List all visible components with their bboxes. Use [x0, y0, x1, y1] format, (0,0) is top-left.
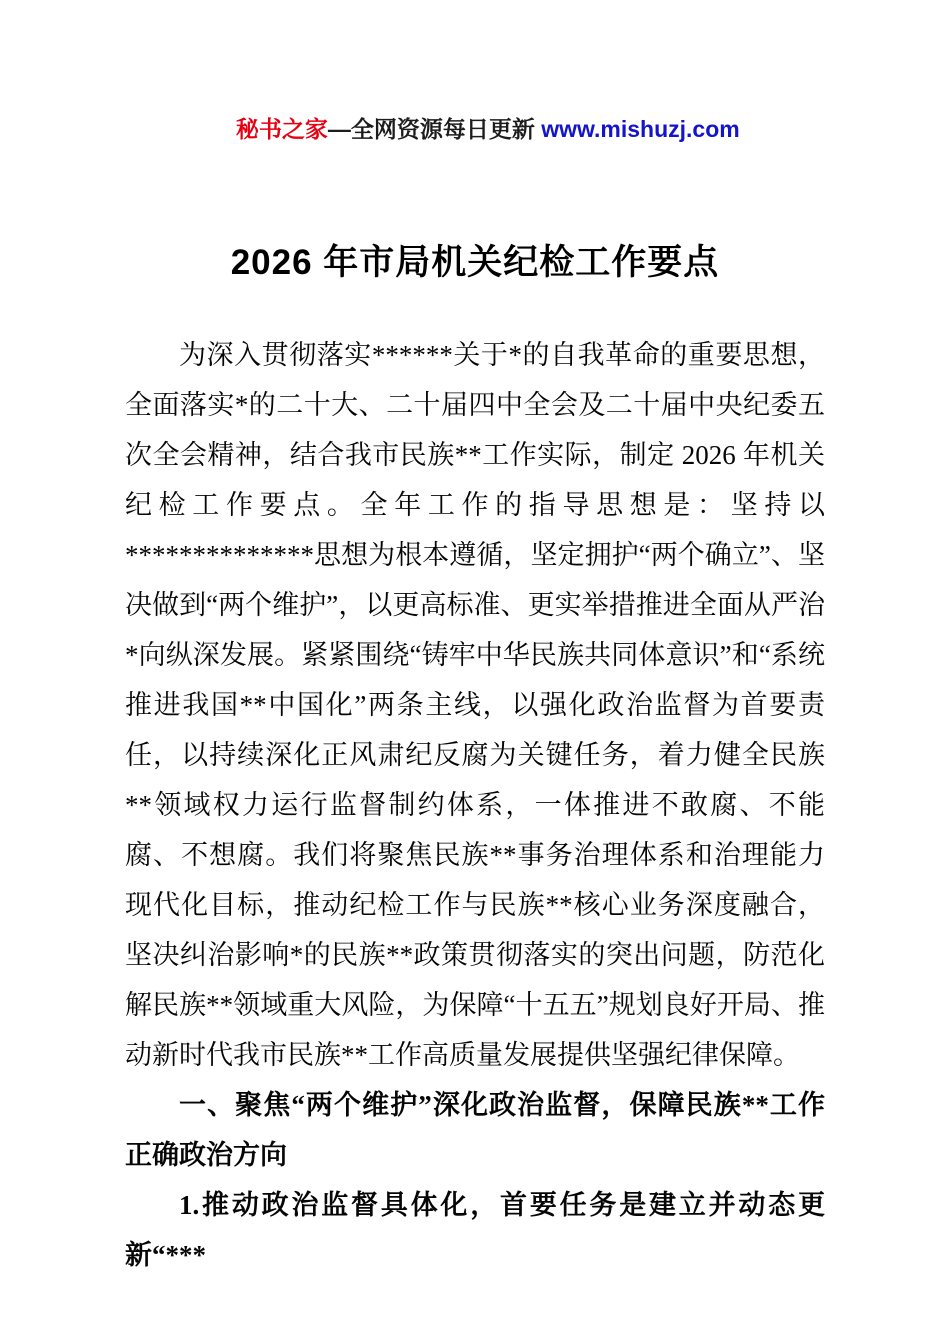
site-header: [125, 84, 825, 174]
paragraph-intro: 为深入贯彻落实******关于*的自我革命的重要思想，全面落实*的二十大、二十届四中全会及二十届中央纪委五次全会精神，结合我市民族**工作实际，制定 2026 年机关纪检工作要点。全年工作的指导思想是：坚持以**************思想为根本遵循，坚定拥护“两个确立”、坚决做到“两个维护”，以更高标准、更实举措推进全面从严治*向纵深发展。紧紧围绕“铸牢中华民族共同体意识”和“系统推进我国**中国化”两条主线，以强化政治监督为首要责任，以持续深化正风肃纪反腐为关键任务，着力健全民族**领域权力运行监督制约体系，一体推进不敢腐、不能腐、不想腐。我们将聚焦民族**事务治理体系和治理能力现代化目标，推动纪检工作与民族**核心业务深度融合，坚决纠治影响*的民族**政策贯彻落实的突出问题，防范化解民族**领域重大风险，为保障“十五五”规划良好开局、推动新时代我市民族**工作高质量发展提供坚强纪律保障。: [125, 340, 825, 1070]
site-brand: 秘书之家: [235, 116, 328, 142]
header-tagline: —全网资源每日更新: [327, 116, 542, 142]
item-heading-1: 1.推动政治监督具体化，首要任务是建立并动态更新“***: [125, 1190, 825, 1270]
document-title: 2026 年市局机关纪检工作要点: [230, 243, 720, 282]
site-url-link[interactable]: www.mishuzj.com: [541, 116, 740, 142]
section-heading-1: 一、聚焦“两个维护”深化政治监督，保障民族**工作正确政治方向: [125, 1090, 825, 1170]
